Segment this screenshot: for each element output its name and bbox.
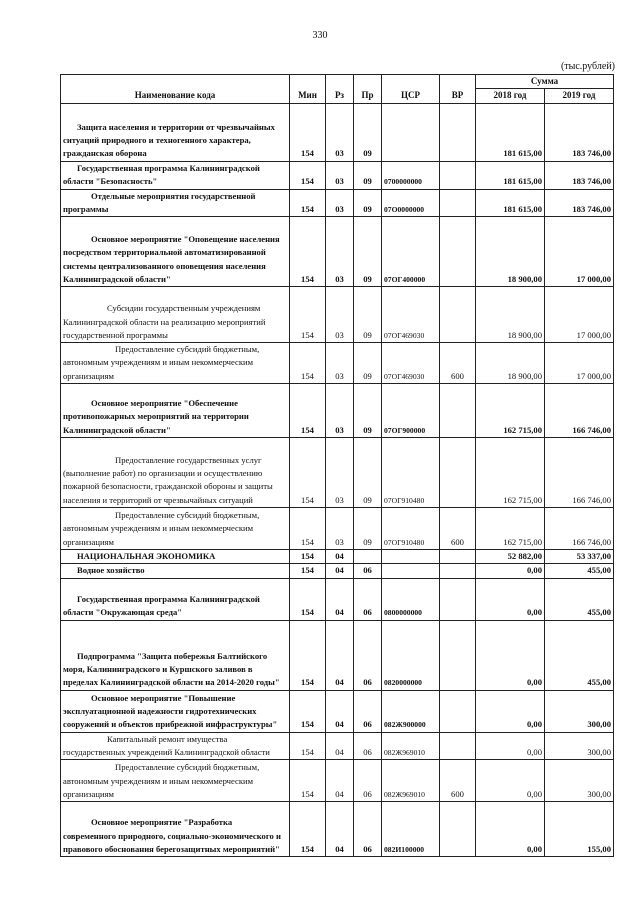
row-rz: 03	[326, 161, 354, 189]
row-vr	[440, 802, 476, 857]
row-name: Подпрограмма "Защита побережья Балтийского моря, Калининградского и Куршского заливов в пределах Калининградской области на 2014-2020 годы"	[61, 620, 290, 690]
row-2019: 183 746,00	[545, 161, 614, 189]
table-row	[61, 732, 614, 760]
row-2018: 181 615,00	[476, 189, 545, 217]
row-rz: 04	[326, 620, 354, 690]
row-name: Защита населения и территории от чрезвычайных ситуаций природного и техногенного характера, гражданская оборона	[61, 103, 290, 161]
row-csr	[382, 564, 440, 578]
table-row	[61, 287, 614, 343]
row-2018: 162 715,00	[476, 508, 545, 550]
row-name: Предоставление государственных услуг (выполнение работ) по организации и осуществлению пожарной безопасности, гражданской обороны и защиты населения и территорий от чрезвычайных ситуаций	[61, 438, 290, 508]
row-name: НАЦИОНАЛЬНАЯ ЭКОНОМИКА	[61, 550, 290, 564]
row-pr: 06	[354, 760, 382, 802]
row-vr	[440, 578, 476, 620]
row-2018: 18 900,00	[476, 287, 545, 343]
row-2019: 183 746,00	[545, 189, 614, 217]
row-vr	[440, 384, 476, 438]
row-2018: 0,00	[476, 564, 545, 578]
row-rz: 04	[326, 564, 354, 578]
row-min: 154	[290, 103, 326, 161]
row-csr: 07ОГ910480	[382, 438, 440, 508]
row-2019: 455,00	[545, 564, 614, 578]
table-row	[61, 802, 614, 857]
row-vr: 600	[440, 343, 476, 384]
row-min: 154	[290, 802, 326, 857]
row-2019: 17 000,00	[545, 343, 614, 384]
row-rz: 04	[326, 578, 354, 620]
row-2019: 300,00	[545, 760, 614, 802]
row-2018: 181 615,00	[476, 103, 545, 161]
row-2019: 17 000,00	[545, 217, 614, 287]
table-row	[61, 189, 614, 217]
row-vr	[440, 690, 476, 732]
row-pr: 09	[354, 384, 382, 438]
row-vr	[440, 564, 476, 578]
row-vr	[440, 103, 476, 161]
row-vr	[440, 287, 476, 343]
row-2018: 162 715,00	[476, 438, 545, 508]
page-number: 330	[312, 30, 328, 41]
header-min: Мин	[290, 75, 326, 104]
row-rz: 03	[326, 384, 354, 438]
row-pr: 09	[354, 161, 382, 189]
row-csr	[382, 550, 440, 564]
row-rz: 03	[326, 217, 354, 287]
row-pr	[354, 550, 382, 564]
units-label: (тыс.рублей)	[560, 61, 615, 72]
table-row	[61, 343, 614, 384]
row-2018: 0,00	[476, 760, 545, 802]
row-name: Основное мероприятие "Разработка современного природного, социально-экономического и правового обоснования берегозащитных мероприятий"	[61, 802, 290, 857]
row-csr: 07ОГ400000	[382, 217, 440, 287]
row-2019: 455,00	[545, 578, 614, 620]
row-pr: 09	[354, 508, 382, 550]
header-vr: ВР	[440, 75, 476, 104]
table-row	[61, 620, 614, 690]
row-csr: 07О0000000	[382, 189, 440, 217]
row-2018: 0,00	[476, 620, 545, 690]
row-pr: 09	[354, 189, 382, 217]
header-rz: Рз	[326, 75, 354, 104]
row-name: Государственная программа Калининградской области "Безопасность"	[61, 161, 290, 189]
row-rz: 04	[326, 690, 354, 732]
row-pr: 06	[354, 620, 382, 690]
table-row	[61, 438, 614, 508]
header-2019: 2019 год	[545, 89, 614, 103]
row-2018: 0,00	[476, 732, 545, 760]
table-row	[61, 508, 614, 550]
header-2018: 2018 год	[476, 89, 545, 103]
row-csr: 082Ж969010	[382, 732, 440, 760]
row-min: 154	[290, 343, 326, 384]
row-pr: 06	[354, 732, 382, 760]
row-2019: 300,00	[545, 732, 614, 760]
row-csr: 082И100000	[382, 802, 440, 857]
row-pr: 06	[354, 564, 382, 578]
row-name: Предоставление субсидий бюджетным, автономным учреждениям и иным некоммерческим организациям	[61, 508, 290, 550]
row-name: Отдельные мероприятия государственной программы	[61, 189, 290, 217]
row-csr: 07ОГ469030	[382, 343, 440, 384]
row-pr: 09	[354, 103, 382, 161]
table-row	[61, 564, 614, 578]
row-min: 154	[290, 564, 326, 578]
row-rz: 04	[326, 802, 354, 857]
table-row	[61, 550, 614, 564]
row-vr	[440, 217, 476, 287]
table-body	[61, 103, 614, 857]
row-rz: 03	[326, 438, 354, 508]
table-row	[61, 578, 614, 620]
row-name: Предоставление субсидий бюджетным, автономным учреждениям и иным некоммерческим организациям	[61, 760, 290, 802]
row-pr: 06	[354, 802, 382, 857]
row-csr: 07ОГ900000	[382, 384, 440, 438]
row-csr: 07ОГ469030	[382, 287, 440, 343]
row-vr	[440, 550, 476, 564]
row-rz: 03	[326, 189, 354, 217]
table-row	[61, 690, 614, 732]
row-min: 154	[290, 438, 326, 508]
row-2018: 162 715,00	[476, 384, 545, 438]
table-row	[61, 384, 614, 438]
row-vr	[440, 161, 476, 189]
table-row	[61, 760, 614, 802]
row-2019: 166 746,00	[545, 438, 614, 508]
row-2019: 166 746,00	[545, 508, 614, 550]
row-csr: 082Ж969010	[382, 760, 440, 802]
row-min: 154	[290, 189, 326, 217]
row-vr: 600	[440, 508, 476, 550]
row-csr: 082Ж900000	[382, 690, 440, 732]
row-2019: 300,00	[545, 690, 614, 732]
row-2019: 155,00	[545, 802, 614, 857]
header-name: Наименование кода	[61, 75, 290, 104]
row-min: 154	[290, 732, 326, 760]
row-min: 154	[290, 161, 326, 189]
row-vr	[440, 438, 476, 508]
row-min: 154	[290, 550, 326, 564]
row-name: Предоставление субсидий бюджетным, автономным учреждениям и иным некоммерческим организациям	[61, 343, 290, 384]
row-name: Субсидии государственным учреждениям Калининградской области на реализацию мероприятий государственной программы	[61, 287, 290, 343]
row-min: 154	[290, 760, 326, 802]
row-min: 154	[290, 620, 326, 690]
header-sum: Сумма	[476, 75, 614, 89]
row-min: 154	[290, 690, 326, 732]
row-vr: 600	[440, 760, 476, 802]
row-pr: 09	[354, 217, 382, 287]
budget-table	[60, 74, 614, 857]
row-2018: 0,00	[476, 802, 545, 857]
table-row	[61, 217, 614, 287]
row-vr	[440, 189, 476, 217]
row-min: 154	[290, 508, 326, 550]
row-name: Основное мероприятие "Оповещение населения посредством территориальной автоматизированной системы централизованного оповещения населения Калининградской области"	[61, 217, 290, 287]
row-rz: 03	[326, 287, 354, 343]
row-vr	[440, 732, 476, 760]
row-2018: 0,00	[476, 578, 545, 620]
row-name: Водное хозяйство	[61, 564, 290, 578]
row-pr: 09	[354, 438, 382, 508]
row-min: 154	[290, 217, 326, 287]
row-2019: 53 337,00	[545, 550, 614, 564]
header-csr: ЦСР	[382, 75, 440, 104]
row-pr: 09	[354, 343, 382, 384]
row-name: Государственная программа Калининградской области "Окружающая среда"	[61, 578, 290, 620]
table-row	[61, 161, 614, 189]
row-min: 154	[290, 578, 326, 620]
row-rz: 04	[326, 760, 354, 802]
row-pr: 09	[354, 287, 382, 343]
row-csr: 07ОГ910480	[382, 508, 440, 550]
row-2019: 17 000,00	[545, 287, 614, 343]
row-name: Основное мероприятие "Повышение эксплуатационной надежности гидротехнических сооружений и объектов прибрежной инфраструктуры"	[61, 690, 290, 732]
row-2018: 181 615,00	[476, 161, 545, 189]
row-vr	[440, 620, 476, 690]
row-2018: 52 882,00	[476, 550, 545, 564]
row-csr: 0800000000	[382, 578, 440, 620]
row-rz: 04	[326, 732, 354, 760]
row-pr: 06	[354, 578, 382, 620]
row-2018: 18 900,00	[476, 217, 545, 287]
row-2018: 0,00	[476, 690, 545, 732]
row-rz: 03	[326, 103, 354, 161]
row-rz: 04	[326, 550, 354, 564]
row-min: 154	[290, 287, 326, 343]
table-row	[61, 103, 614, 161]
row-pr: 06	[354, 690, 382, 732]
row-csr: 0820000000	[382, 620, 440, 690]
row-2019: 166 746,00	[545, 384, 614, 438]
row-2019: 183 746,00	[545, 103, 614, 161]
header-pr: Пр	[354, 75, 382, 104]
row-2018: 18 900,00	[476, 343, 545, 384]
row-min: 154	[290, 384, 326, 438]
row-csr: 0700000000	[382, 161, 440, 189]
row-2019: 455,00	[545, 620, 614, 690]
row-rz: 03	[326, 343, 354, 384]
row-rz: 03	[326, 508, 354, 550]
row-name: Основное мероприятие "Обеспечение противопожарных мероприятий на территории Калининградской области"	[61, 384, 290, 438]
row-csr	[382, 103, 440, 161]
row-name: Капитальный ремонт имущества государственных учреждений Калининградской области	[61, 732, 290, 760]
